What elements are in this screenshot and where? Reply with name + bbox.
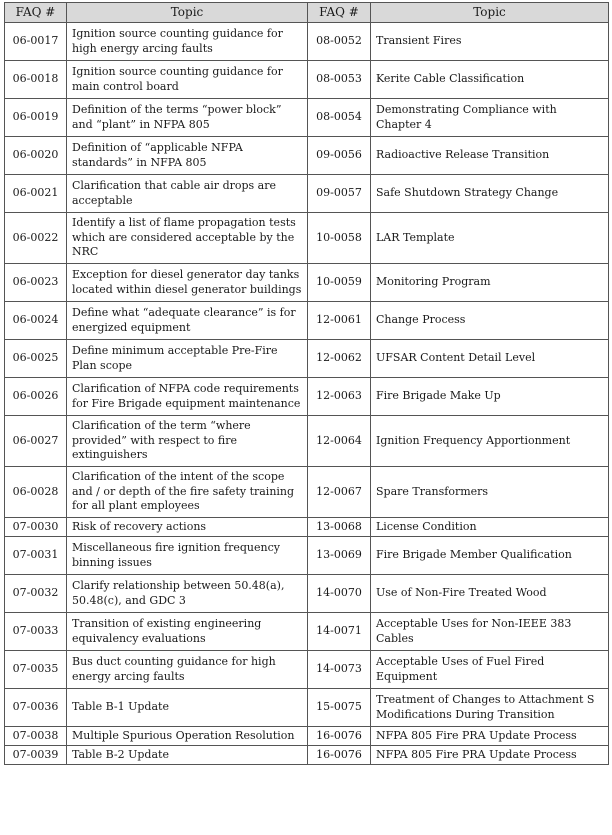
topic-right: Change Process	[371, 302, 609, 340]
faq-number-right: 10-0059	[308, 264, 371, 302]
topic-right: Transient Fires	[371, 23, 609, 61]
topic-left: Bus duct counting guidance for high energy arcing faults	[67, 651, 308, 689]
table-row	[5, 61, 609, 99]
table-row	[5, 518, 609, 537]
faq-number-right: 12-0062	[308, 340, 371, 378]
topic-left: Definition of the terms “power block” and “plant” in NFPA 805	[67, 99, 308, 137]
topic-left: Definition of “applicable NFPA standards” in NFPA 805	[67, 137, 308, 175]
topic-right: Acceptable Uses for Non-IEEE 383 Cables	[371, 613, 609, 651]
faq-number-left: 06-0028	[5, 467, 67, 518]
table-row	[5, 651, 609, 689]
table-row	[5, 467, 609, 518]
faq-number-right: 12-0061	[308, 302, 371, 340]
topic-right: Spare Transformers	[371, 467, 609, 518]
faq-number-right: 14-0071	[308, 613, 371, 651]
faq-number-left: 07-0036	[5, 689, 67, 727]
topic-left: Ignition source counting guidance for high energy arcing faults	[67, 23, 308, 61]
table-row	[5, 264, 609, 302]
faq-number-left: 07-0039	[5, 746, 67, 765]
topic-right: License Condition	[371, 518, 609, 537]
faq-number-left: 06-0017	[5, 23, 67, 61]
faq-number-right: 08-0053	[308, 61, 371, 99]
topic-left: Clarify relationship between 50.48(a), 50.48(c), and GDC 3	[67, 575, 308, 613]
faq-number-right: 12-0064	[308, 416, 371, 467]
table-row	[5, 213, 609, 264]
topic-left: Define minimum acceptable Pre-Fire Plan scope	[67, 340, 308, 378]
faq-number-left: 07-0033	[5, 613, 67, 651]
table-row	[5, 23, 609, 61]
faq-number-right: 16-0076	[308, 727, 371, 746]
topic-left: Table B-2 Update	[67, 746, 308, 765]
table-row	[5, 340, 609, 378]
topic-left: Clarification that cable air drops are acceptable	[67, 175, 308, 213]
faq-number-left: 06-0019	[5, 99, 67, 137]
faq-number-left: 06-0018	[5, 61, 67, 99]
faq-number-left: 06-0021	[5, 175, 67, 213]
faq-number-right: 08-0052	[308, 23, 371, 61]
table-row	[5, 689, 609, 727]
faq-number-right: 13-0069	[308, 537, 371, 575]
topic-left: Clarification of the intent of the scope and / or depth of the fire safety training for all plant employees	[67, 467, 308, 518]
faq-number-left: 06-0027	[5, 416, 67, 467]
faq-number-left: 06-0022	[5, 213, 67, 264]
faq-number-left: 06-0026	[5, 378, 67, 416]
faq-number-right: 10-0058	[308, 213, 371, 264]
topic-right: NFPA 805 Fire PRA Update Process	[371, 746, 609, 765]
topic-right: Fire Brigade Make Up	[371, 378, 609, 416]
topic-right: Monitoring Program	[371, 264, 609, 302]
table-row	[5, 613, 609, 651]
header-faq-right: FAQ #	[308, 3, 371, 23]
topic-left: Clarification of the term “where provided” with respect to fire extinguishers	[67, 416, 308, 467]
topic-left: Risk of recovery actions	[67, 518, 308, 537]
faq-number-right: 12-0067	[308, 467, 371, 518]
faq-number-left: 07-0030	[5, 518, 67, 537]
topic-left: Multiple Spurious Operation Resolution	[67, 727, 308, 746]
topic-right: Acceptable Uses of Fuel Fired Equipment	[371, 651, 609, 689]
table-row	[5, 175, 609, 213]
topic-right: UFSAR Content Detail Level	[371, 340, 609, 378]
table-row	[5, 575, 609, 613]
table-row	[5, 378, 609, 416]
table-row	[5, 746, 609, 765]
topic-right: Fire Brigade Member Qualification	[371, 537, 609, 575]
table-header-row	[5, 3, 609, 23]
topic-right: Safe Shutdown Strategy Change	[371, 175, 609, 213]
topic-right: Kerite Cable Classification	[371, 61, 609, 99]
faq-number-right: 09-0056	[308, 137, 371, 175]
faq-number-right: 15-0075	[308, 689, 371, 727]
table-row	[5, 537, 609, 575]
table-row	[5, 99, 609, 137]
header-topic-right: Topic	[371, 3, 609, 23]
topic-right: Ignition Frequency Apportionment	[371, 416, 609, 467]
topic-left: Identify a list of flame propagation tests which are considered acceptable by the NRC	[67, 213, 308, 264]
faq-number-left: 06-0024	[5, 302, 67, 340]
faq-number-right: 13-0068	[308, 518, 371, 537]
faq-number-right: 12-0063	[308, 378, 371, 416]
table-row	[5, 302, 609, 340]
topic-right: Use of Non-Fire Treated Wood	[371, 575, 609, 613]
topic-right: Treatment of Changes to Attachment S Modifications During Transition	[371, 689, 609, 727]
topic-left: Table B-1 Update	[67, 689, 308, 727]
topic-right: NFPA 805 Fire PRA Update Process	[371, 727, 609, 746]
topic-left: Clarification of NFPA code requirements for Fire Brigade equipment maintenance	[67, 378, 308, 416]
table-row	[5, 727, 609, 746]
topic-left: Define what “adequate clearance” is for energized equipment	[67, 302, 308, 340]
faq-number-left: 06-0023	[5, 264, 67, 302]
faq-table	[4, 2, 609, 765]
faq-number-left: 07-0035	[5, 651, 67, 689]
faq-number-right: 16-0076	[308, 746, 371, 765]
faq-number-right: 14-0070	[308, 575, 371, 613]
faq-number-left: 07-0032	[5, 575, 67, 613]
topic-right: Demonstrating Compliance with Chapter 4	[371, 99, 609, 137]
header-topic-left: Topic	[67, 3, 308, 23]
table-row	[5, 416, 609, 467]
topic-left: Miscellaneous fire ignition frequency binning issues	[67, 537, 308, 575]
faq-number-left: 06-0025	[5, 340, 67, 378]
topic-left: Exception for diesel generator day tanks located within diesel generator buildings	[67, 264, 308, 302]
topic-right: Radioactive Release Transition	[371, 137, 609, 175]
topic-left: Ignition source counting guidance for main control board	[67, 61, 308, 99]
header-faq-left: FAQ #	[5, 3, 67, 23]
topic-right: LAR Template	[371, 213, 609, 264]
faq-number-left: 07-0031	[5, 537, 67, 575]
table-row	[5, 137, 609, 175]
faq-number-right: 14-0073	[308, 651, 371, 689]
faq-number-right: 09-0057	[308, 175, 371, 213]
faq-number-right: 08-0054	[308, 99, 371, 137]
topic-left: Transition of existing engineering equivalency evaluations	[67, 613, 308, 651]
faq-number-left: 07-0038	[5, 727, 67, 746]
faq-number-left: 06-0020	[5, 137, 67, 175]
